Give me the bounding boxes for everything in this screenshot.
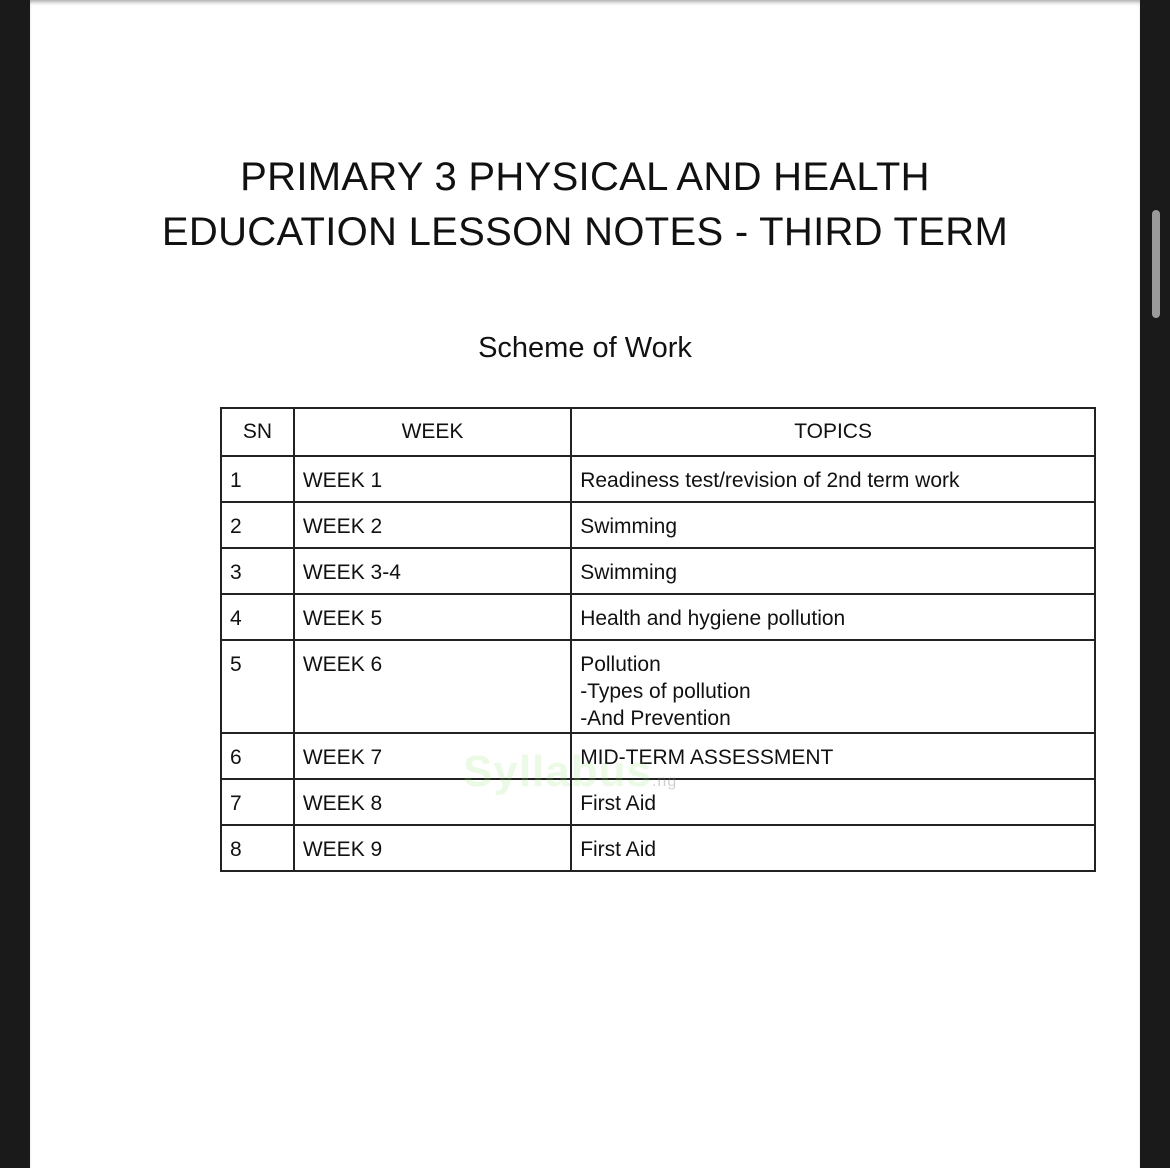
page-title [30, 150, 1140, 260]
cell-week: WEEK 3-4 [294, 548, 571, 594]
section-subtitle: Scheme of Work [478, 332, 692, 364]
topic-line: Pollution [580, 653, 661, 676]
header-week: WEEK [294, 408, 571, 456]
cell-week: WEEK 5 [294, 594, 571, 640]
topic-line: -And Prevention [580, 707, 731, 730]
document-page [30, 0, 1140, 1168]
table-row [221, 640, 1095, 733]
table-row [221, 594, 1095, 640]
cell-sn: 3 [221, 548, 294, 594]
cell-week: WEEK 6 [294, 640, 571, 733]
title-line-2: EDUCATION LESSON NOTES - THIRD TERM [161, 210, 1009, 254]
title-line-1: PRIMARY 3 PHYSICAL AND HEALTH [240, 155, 930, 199]
header-sn: SN [221, 408, 294, 456]
cell-topic: Swimming [571, 548, 1095, 594]
cell-topic: Readiness test/revision of 2nd term work [571, 456, 1095, 502]
table-header-row [221, 408, 1095, 456]
cell-sn: 6 [221, 733, 294, 779]
cell-sn: 8 [221, 825, 294, 871]
scrollbar-thumb[interactable] [1152, 210, 1160, 318]
cell-week: WEEK 1 [294, 456, 571, 502]
cell-topic: Swimming [571, 502, 1095, 548]
table-row [221, 548, 1095, 594]
table-row [221, 502, 1095, 548]
cell-topic: Health and hygiene pollution [571, 594, 1095, 640]
watermark-suffix: .ng [651, 773, 678, 790]
cell-week: WEEK 8 [294, 779, 571, 825]
cell-week: WEEK 2 [294, 502, 571, 548]
topic-line: -Types of pollution [580, 680, 751, 703]
cell-topic: First Aid [571, 779, 1095, 825]
cell-week: WEEK 9 [294, 825, 571, 871]
header-topics: TOPICS [571, 408, 1095, 456]
cell-sn: 2 [221, 502, 294, 548]
table-row [221, 733, 1095, 779]
table-row [221, 456, 1095, 502]
cell-topic: MID-TERM ASSESSMENT [571, 733, 1095, 779]
cell-week: WEEK 7 [294, 733, 571, 779]
cell-sn: 4 [221, 594, 294, 640]
cell-sn: 5 [221, 640, 294, 733]
watermark-text: Syllabus [463, 747, 652, 796]
scrollbar[interactable] [1140, 0, 1170, 1168]
scheme-of-work-table [220, 407, 1096, 872]
cell-topic [571, 640, 1095, 733]
cell-sn: 7 [221, 779, 294, 825]
table-row [221, 825, 1095, 871]
cell-sn: 1 [221, 456, 294, 502]
table-row [221, 779, 1095, 825]
cell-topic: First Aid [571, 825, 1095, 871]
